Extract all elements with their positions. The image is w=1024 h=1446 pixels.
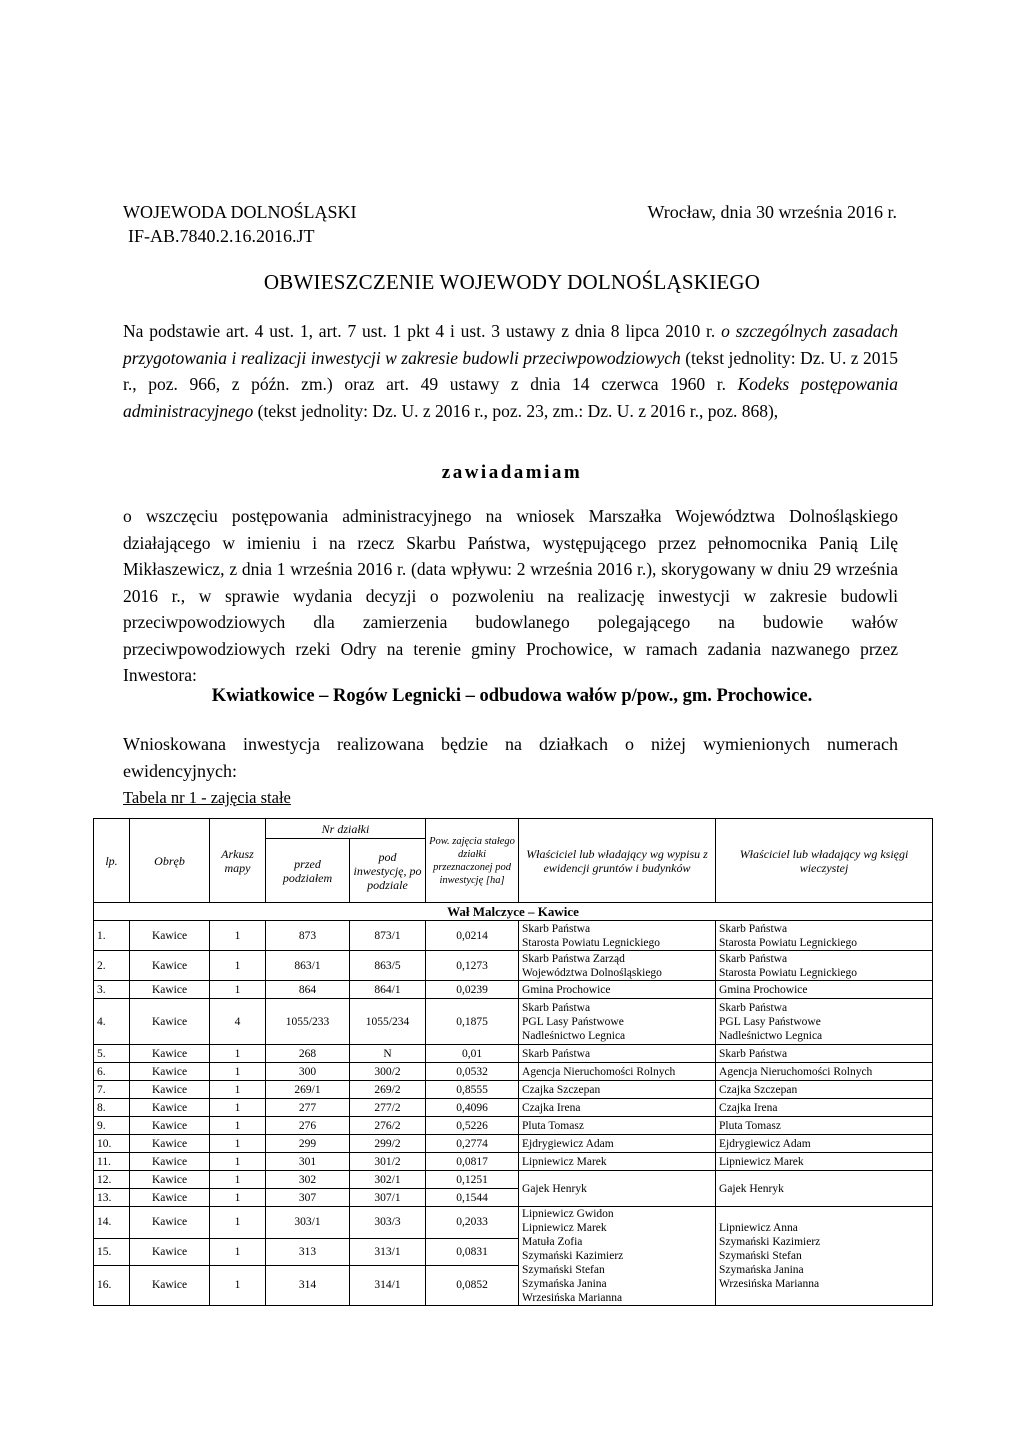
owner-line: Wrzesińska Marianna: [719, 1278, 820, 1290]
row-lp: 12.: [94, 1171, 130, 1189]
table-row: [94, 1153, 933, 1171]
row-arkusz: 1: [210, 1171, 266, 1189]
row-lp: 10.: [94, 1135, 130, 1153]
row-powierzchnia: 0,5226: [426, 1117, 519, 1135]
row-arkusz: 1: [210, 1135, 266, 1153]
owner-line: Szymańska Janina: [522, 1278, 607, 1290]
section-title: Wał Malczyce – Kawice: [94, 903, 933, 921]
owner-line: Lipniewicz Marek: [522, 1155, 607, 1168]
row-powierzchnia: 0,1875: [426, 999, 519, 1045]
row-powierzchnia: 0,2033: [426, 1207, 519, 1239]
owner-line: Skarb Państwa: [522, 922, 591, 935]
row-wlasciciel-kw: [716, 1135, 933, 1153]
row-wlasciciel-kw: [716, 1099, 933, 1117]
row-przed-podzialem: 314: [266, 1265, 350, 1306]
legal-basis-p1: Na podstawie art. 4 ust. 1, art. 7 ust. 1 pkt 4 i ust. 3 ustawy z dnia 8 lipca 2010 r.: [123, 321, 716, 341]
owner-line: Skarb Państwa: [719, 1001, 788, 1014]
row-lp: 14.: [94, 1207, 130, 1239]
header-po-podziale: pod inwestycję, po podziale: [350, 839, 426, 903]
row-powierzchnia: 0,1544: [426, 1189, 519, 1207]
header-przed-podzialem: przed podziałem: [266, 839, 350, 903]
row-powierzchnia: 0,1273: [426, 951, 519, 981]
owner-line: Skarb Państwa Zarząd: [522, 952, 625, 965]
row-po-podziale: 301/2: [350, 1153, 426, 1171]
row-przed-podzialem: 863/1: [266, 951, 350, 981]
owner-line: Wrzesińska Marianna: [522, 1292, 623, 1304]
table-body: [94, 903, 933, 1306]
header-wlasciciel-ewidencja: Właściciel lub władający wg wypisu z ewidencji gruntów i budynków: [519, 819, 716, 903]
row-arkusz: 1: [210, 1117, 266, 1135]
row-arkusz: 1: [210, 1063, 266, 1081]
row-obreb: Kawice: [130, 1063, 210, 1081]
owner-line: Lipniewicz Marek: [719, 1155, 804, 1168]
owner-line: Gajek Henryk: [719, 1182, 784, 1195]
table-row: [94, 951, 933, 981]
row-arkusz: 4: [210, 999, 266, 1045]
row-arkusz: 1: [210, 1099, 266, 1117]
table-row: [94, 1045, 933, 1063]
row-po-podziale: 299/2: [350, 1135, 426, 1153]
owner-line: Skarb Państwa: [522, 1047, 591, 1060]
row-przed-podzialem: 277: [266, 1099, 350, 1117]
row-lp: 1.: [94, 921, 130, 951]
notify-word: zawiadamiam: [441, 462, 583, 483]
plots-table: [93, 818, 933, 1306]
row-lp: 4.: [94, 999, 130, 1045]
row-wlasciciel-ewidencja: [519, 951, 716, 981]
group-wlasciciel-ewidencja: [519, 1207, 716, 1306]
legal-basis-kpa-title: Kodeks postępowania administracyjnego: [123, 374, 898, 421]
row-lp: 15.: [94, 1238, 130, 1265]
row-wlasciciel-ewidencja: [519, 1117, 716, 1135]
row-powierzchnia: 0,0214: [426, 921, 519, 951]
row-po-podziale: 303/3: [350, 1207, 426, 1239]
owner-line: Agencja Nieruchomości Rolnych: [719, 1065, 873, 1078]
owner-line: Pluta Tomasz: [522, 1119, 584, 1132]
row-lp: 2.: [94, 951, 130, 981]
row-wlasciciel-kw: [716, 1045, 933, 1063]
row-przed-podzialem: 307: [266, 1189, 350, 1207]
place-date: Wrocław, dnia 30 września 2016 r.: [647, 202, 897, 222]
row-arkusz: 1: [210, 981, 266, 999]
legal-basis-p5: (tekst jednolity: Dz. U. z 2016 r., poz. 23, zm.: Dz. U. z 2016 r., poz. 868),: [257, 400, 779, 421]
table-row: [94, 1135, 933, 1153]
row-wlasciciel-kw: [716, 1117, 933, 1135]
authority-name: WOJEWODA DOLNOŚLĄSKI: [123, 202, 357, 222]
header-arkusz: Arkusz mapy: [210, 819, 266, 903]
row-przed-podzialem: 302: [266, 1171, 350, 1189]
owner-line: Szymański Stefan: [522, 1264, 605, 1276]
table-row: [94, 921, 933, 951]
owner-line: Szymańska Janina: [719, 1264, 804, 1276]
project-name: Kwiatkowice – Rogów Legnicki – odbudowa wałów p/pow., gm. Prochowice.: [211, 686, 813, 706]
owner-line: Skarb Państwa: [522, 1001, 591, 1014]
row-powierzchnia: 0,1251: [426, 1171, 519, 1189]
row-przed-podzialem: 301: [266, 1153, 350, 1171]
row-obreb: Kawice: [130, 981, 210, 999]
row-przed-podzialem: 1055/233: [266, 999, 350, 1045]
row-wlasciciel-ewidencja: [519, 999, 716, 1045]
row-wlasciciel-kw: [716, 999, 933, 1045]
row-arkusz: 1: [210, 1081, 266, 1099]
owner-line: Gmina Prochowice: [522, 983, 611, 996]
owner-line: Gmina Prochowice: [719, 983, 808, 996]
row-wlasciciel-kw: [716, 921, 933, 951]
row-lp: 11.: [94, 1153, 130, 1171]
row-wlasciciel-ewidencja: [519, 1045, 716, 1063]
row-wlasciciel-kw: [716, 1153, 933, 1171]
row-obreb: Kawice: [130, 1207, 210, 1239]
row-obreb: Kawice: [130, 951, 210, 981]
row-arkusz: 1: [210, 1189, 266, 1207]
table-row: [94, 1063, 933, 1081]
header-powierzchnia: Pow. zajęcia stałego działki przeznaczonej pod inwestycję [ha]: [426, 819, 519, 903]
row-po-podziale: 302/1: [350, 1171, 426, 1189]
legal-basis-p3: (tekst jednolity: Dz. U. z 2015 r., poz. 966, z późn. zm.) oraz art. 49 ustawy z dnia 14 czerwca 1960 r.: [123, 347, 898, 394]
owner-line: Starosta Powiatu Legnickiego: [719, 936, 857, 949]
row-wlasciciel-kw: [716, 951, 933, 981]
owner-line: Lipniewicz Marek: [522, 1222, 607, 1234]
row-obreb: Kawice: [130, 1081, 210, 1099]
row-przed-podzialem: 269/1: [266, 1081, 350, 1099]
row-obreb: Kawice: [130, 1265, 210, 1306]
row-po-podziale: 277/2: [350, 1099, 426, 1117]
group-wlasciciel-ewidencja: [519, 1171, 716, 1207]
legal-basis: [123, 318, 898, 424]
owner-line: Czajka Irena: [719, 1101, 778, 1114]
row-po-podziale: 873/1: [350, 921, 426, 951]
row-obreb: Kawice: [130, 1099, 210, 1117]
row-przed-podzialem: 268: [266, 1045, 350, 1063]
row-obreb: Kawice: [130, 1045, 210, 1063]
owner-line: PGL Lasy Państwowe: [719, 1015, 821, 1028]
row-lp: 8.: [94, 1099, 130, 1117]
table-row: [94, 1099, 933, 1117]
row-obreb: Kawice: [130, 921, 210, 951]
row-wlasciciel-ewidencja: [519, 1081, 716, 1099]
row-po-podziale: 269/2: [350, 1081, 426, 1099]
owner-line: Gajek Henryk: [522, 1182, 587, 1195]
row-arkusz: 1: [210, 1238, 266, 1265]
row-arkusz: 1: [210, 951, 266, 981]
owner-line: PGL Lasy Państwowe: [522, 1015, 624, 1028]
row-obreb: Kawice: [130, 1153, 210, 1171]
header-nr-dzialki: Nr działki: [266, 819, 426, 839]
owner-line: Szymański Kazimierz: [522, 1250, 624, 1262]
reference-number: IF-AB.7840.2.16.2016.JT: [128, 226, 315, 246]
row-lp: 9.: [94, 1117, 130, 1135]
row-obreb: Kawice: [130, 1171, 210, 1189]
row-wlasciciel-kw: [716, 981, 933, 999]
header-obreb: Obręb: [130, 819, 210, 903]
row-wlasciciel-ewidencja: [519, 981, 716, 999]
row-po-podziale: 276/2: [350, 1117, 426, 1135]
owner-line: Agencja Nieruchomości Rolnych: [522, 1065, 676, 1078]
group-wlasciciel-kw: [716, 1171, 933, 1207]
row-wlasciciel-ewidencja: [519, 921, 716, 951]
row-wlasciciel-ewidencja: [519, 1135, 716, 1153]
table-row: [94, 1207, 933, 1239]
row-obreb: Kawice: [130, 1117, 210, 1135]
owner-line: Starosta Powiatu Legnickiego: [719, 966, 857, 979]
row-po-podziale: N: [350, 1045, 426, 1063]
row-obreb: Kawice: [130, 1189, 210, 1207]
owner-line: Lipniewicz Gwidon: [522, 1208, 614, 1220]
owner-line: Matuła Zofia: [522, 1236, 583, 1248]
row-obreb: Kawice: [130, 1238, 210, 1265]
row-po-podziale: 307/1: [350, 1189, 426, 1207]
owner-line: Czajka Szczepan: [522, 1083, 601, 1096]
row-powierzchnia: 0,2774: [426, 1135, 519, 1153]
row-lp: 7.: [94, 1081, 130, 1099]
row-powierzchnia: 0,0239: [426, 981, 519, 999]
row-lp: 3.: [94, 981, 130, 999]
header-wlasciciel-kw: Właściciel lub władający wg księgi wieczystej: [716, 819, 933, 903]
row-przed-podzialem: 300: [266, 1063, 350, 1081]
owner-line: Ejdrygiewicz Adam: [719, 1137, 811, 1150]
row-przed-podzialem: 873: [266, 921, 350, 951]
group-wlasciciel-kw: [716, 1207, 933, 1306]
owner-line: Lipniewicz Anna: [719, 1222, 798, 1234]
owner-line: Skarb Państwa: [719, 1047, 788, 1060]
plots-intro: Wnioskowana inwestycja realizowana będzie na działkach o niżej wymienionych numerach ewidencyjnych:: [123, 734, 898, 781]
owner-line: Szymański Stefan: [719, 1250, 802, 1262]
owner-line: Szymański Kazimierz: [719, 1236, 821, 1248]
owner-line: Pluta Tomasz: [719, 1119, 781, 1132]
row-powierzchnia: 0,0831: [426, 1238, 519, 1265]
row-obreb: Kawice: [130, 1135, 210, 1153]
row-arkusz: 1: [210, 921, 266, 951]
owner-line: Skarb Państwa: [719, 922, 788, 935]
row-po-podziale: 300/2: [350, 1063, 426, 1081]
owner-line: Ejdrygiewicz Adam: [522, 1137, 614, 1150]
row-przed-podzialem: 299: [266, 1135, 350, 1153]
row-przed-podzialem: 276: [266, 1117, 350, 1135]
row-lp: 5.: [94, 1045, 130, 1063]
row-powierzchnia: 0,0852: [426, 1265, 519, 1306]
table-title: Tabela nr 1 - zajęcia stałe: [123, 788, 291, 807]
row-powierzchnia: 0,8555: [426, 1081, 519, 1099]
row-po-podziale: 1055/234: [350, 999, 426, 1045]
row-lp: 6.: [94, 1063, 130, 1081]
row-po-podziale: 313/1: [350, 1238, 426, 1265]
row-lp: 16.: [94, 1265, 130, 1306]
body-text: o wszczęciu postępowania administracyjnego na wniosek Marszałka Województwa Dolnośląskiego działającego w imieniu i na rzecz Skarbu Państwa, występującego przez pełnomocnika Panią Lilę Mikłaszewicz, z dnia 1 września 2016 r. (data wpływu: 2 września 2016 r.), skorygowany w dniu 29 września 2016 r., w sprawie wydania decyzji o pozwoleniu na realizację inwestycji w zakresie budowli przeciwpowodziowych dla zamierzenia budowlanego polegającego na budowie wałów przeciwpowodziowych rzeki Odry na terenie gminy Prochowice, w ramach zadania nazwanego przez Inwestora:: [123, 506, 898, 685]
document-title: OBWIESZCZENIE WOJEWODY DOLNOŚLĄSKIEGO: [263, 270, 761, 294]
table-row: [94, 981, 933, 999]
row-arkusz: 1: [210, 1207, 266, 1239]
row-przed-podzialem: 864: [266, 981, 350, 999]
table-row: [94, 1117, 933, 1135]
table-row: [94, 1081, 933, 1099]
row-wlasciciel-ewidencja: [519, 1153, 716, 1171]
row-lp: 13.: [94, 1189, 130, 1207]
row-obreb: Kawice: [130, 999, 210, 1045]
header-lp: lp.: [94, 819, 130, 903]
row-przed-podzialem: 313: [266, 1238, 350, 1265]
row-po-podziale: 863/5: [350, 951, 426, 981]
row-powierzchnia: 0,01: [426, 1045, 519, 1063]
owner-line: Województwa Dolnośląskiego: [522, 966, 662, 979]
table-row: [94, 999, 933, 1045]
owner-line: Skarb Państwa: [719, 952, 788, 965]
row-arkusz: 1: [210, 1153, 266, 1171]
row-arkusz: 1: [210, 1265, 266, 1306]
owner-line: Czajka Szczepan: [719, 1083, 798, 1096]
row-arkusz: 1: [210, 1045, 266, 1063]
row-po-podziale: 314/1: [350, 1265, 426, 1306]
owner-line: Nadleśnictwo Legnica: [719, 1029, 823, 1042]
owner-line: Starosta Powiatu Legnickiego: [522, 936, 660, 949]
row-po-podziale: 864/1: [350, 981, 426, 999]
legal-basis-act-title: o szczególnych zasadach przygotowania i realizacji inwestycji w zakresie budowli przeciwpowodziowych: [123, 321, 898, 368]
row-powierzchnia: 0,0817: [426, 1153, 519, 1171]
row-powierzchnia: 0,0532: [426, 1063, 519, 1081]
row-przed-podzialem: 303/1: [266, 1207, 350, 1239]
row-wlasciciel-ewidencja: [519, 1099, 716, 1117]
table-row: [94, 1171, 933, 1189]
row-wlasciciel-ewidencja: [519, 1063, 716, 1081]
owner-line: Nadleśnictwo Legnica: [522, 1029, 626, 1042]
row-wlasciciel-kw: [716, 1063, 933, 1081]
owner-line: Czajka Irena: [522, 1101, 581, 1114]
row-wlasciciel-kw: [716, 1081, 933, 1099]
row-powierzchnia: 0,4096: [426, 1099, 519, 1117]
